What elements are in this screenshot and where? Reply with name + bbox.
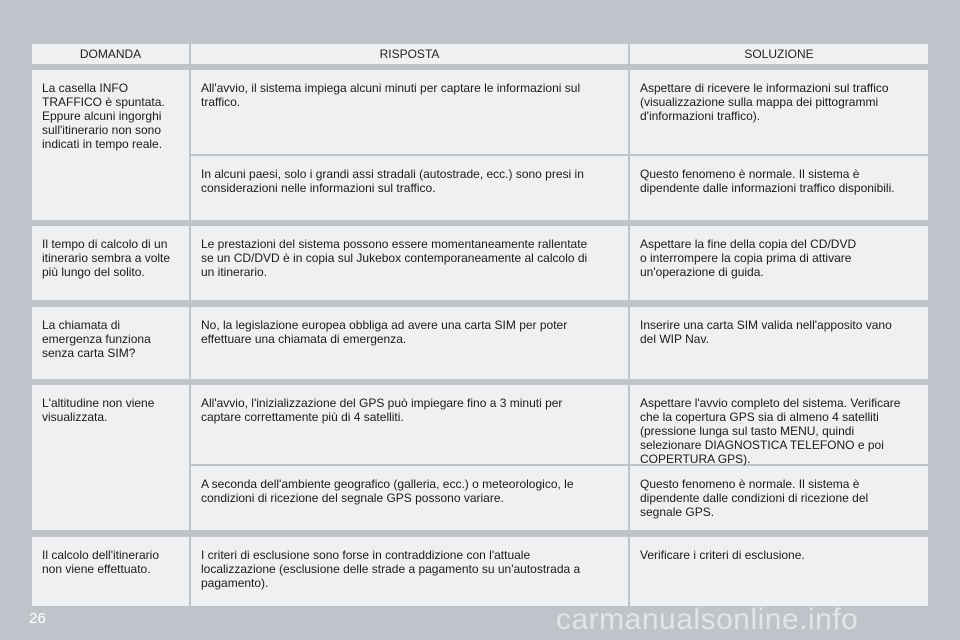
question-cell: Il calcolo dell'itinerario non viene effettuato. (32, 537, 189, 606)
page-number: 26 (29, 610, 46, 627)
question-cell: L'altitudine non viene visualizzata. (32, 385, 189, 530)
header-domanda: DOMANDA (32, 44, 189, 64)
answer-cell: A seconda dell'ambiente geografico (galleria, ecc.) o meteorologico, le condizioni di ricezione del segnale GPS possono variare. (191, 466, 628, 530)
answer-cell: No, la legislazione europea obbliga ad avere una carta SIM per poter effettuare una chiamata di emergenza. (191, 307, 628, 379)
solution-cell: Questo fenomeno è normale. Il sistema è dipendente dalle condizioni di ricezione del segnale GPS. (630, 466, 928, 530)
answer-cell: I criteri di esclusione sono forse in contraddizione con l'attuale localizzazione (esclusione delle strade a pagamento su un'autostrada a pagamento). (191, 537, 628, 606)
solution-cell: Aspettare l'avvio completo del sistema. Verificare che la copertura GPS sia di almeno 4 satelliti (pressione lunga sul tasto MENU, quindi selezionare DIAGNOSTICA TELEFONO e poi COPERTURA GPS). (630, 385, 928, 464)
solution-cell: Questo fenomeno è normale. Il sistema è dipendente dalle informazioni traffico disponibili. (630, 156, 928, 220)
header-soluzione: SOLUZIONE (630, 44, 928, 64)
solution-cell: Verificare i criteri di esclusione. (630, 537, 928, 606)
solution-cell: Aspettare la fine della copia del CD/DVD o interrompere la copia prima di attivare un'operazione di guida. (630, 226, 928, 300)
question-cell: La casella INFO TRAFFICO è spuntata. Eppure alcuni ingorghi sull'itinerario non sono indicati in tempo reale. (32, 70, 189, 220)
watermark: carmanualsonline.info (556, 603, 859, 636)
header-risposta: RISPOSTA (191, 44, 628, 64)
question-cell: Il tempo di calcolo di un itinerario sembra a volte più lungo del solito. (32, 226, 189, 300)
solution-cell: Inserire una carta SIM valida nell'apposito vano del WIP Nav. (630, 307, 928, 379)
answer-cell: All'avvio, l'inizializzazione del GPS può impiegare fino a 3 minuti per captare correttamente più di 4 satelliti. (191, 385, 628, 464)
answer-cell: Le prestazioni del sistema possono essere momentaneamente rallentate se un CD/DVD è in copia sul Jukebox contemporaneamente al calcolo di un itinerario. (191, 226, 628, 300)
answer-cell: In alcuni paesi, solo i grandi assi stradali (autostrade, ecc.) sono presi in considerazioni nelle informazioni sul traffico. (191, 156, 628, 220)
question-cell: La chiamata di emergenza funziona senza carta SIM? (32, 307, 189, 379)
answer-cell: All'avvio, il sistema impiega alcuni minuti per captare le informazioni sul traffico. (191, 70, 628, 154)
solution-cell: Aspettare di ricevere le informazioni sul traffico (visualizzazione sulla mappa dei pittogrammi d'informazioni traffico). (630, 70, 928, 154)
